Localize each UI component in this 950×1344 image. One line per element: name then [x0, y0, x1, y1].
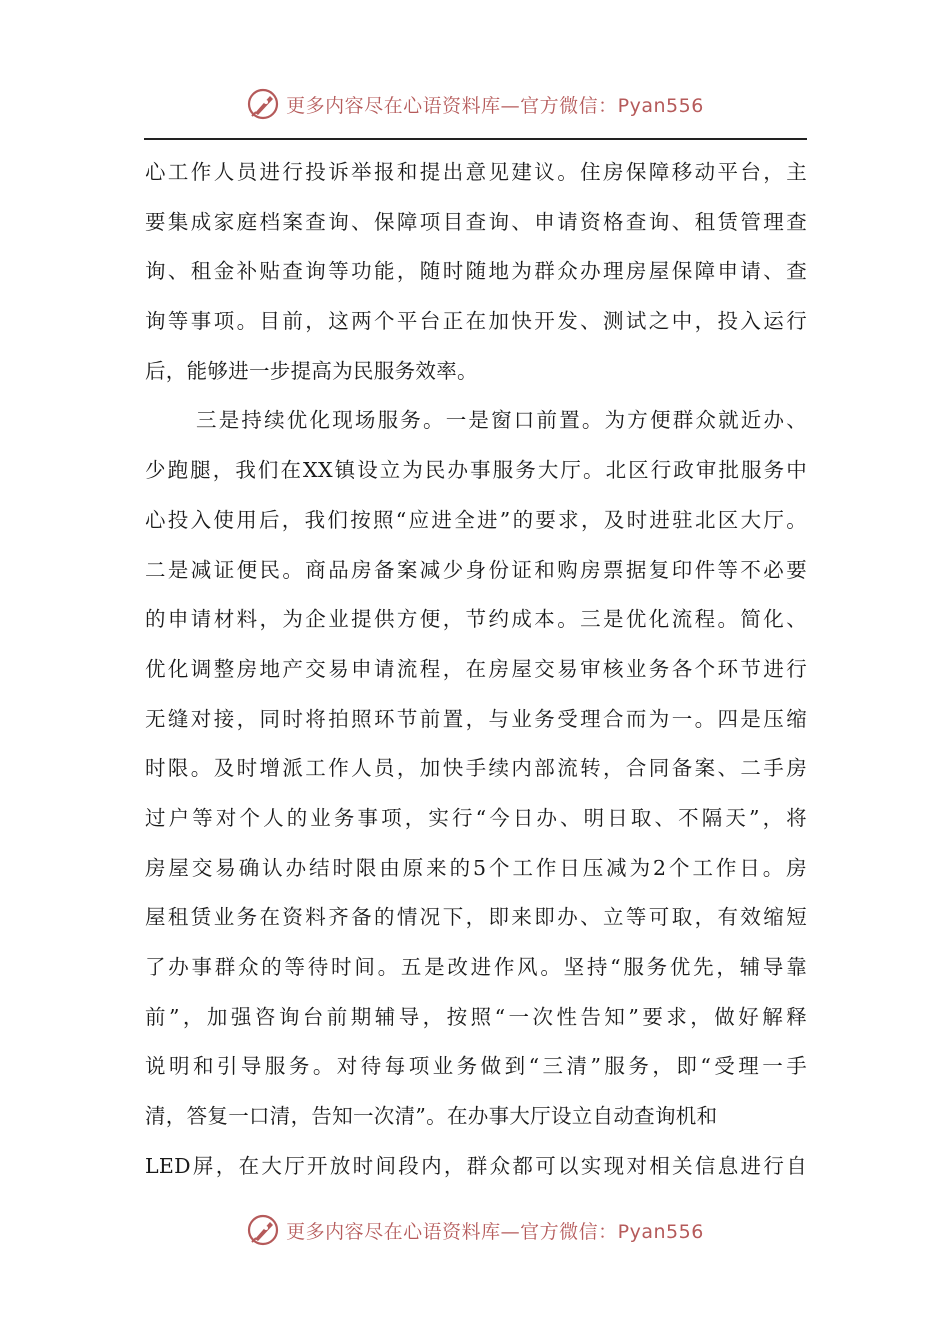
text-line: LED屏，在大厅开放时间段内，群众都可以实现对相关信息进行自 [145, 1153, 807, 1178]
text-line: 清，答复一口清，告知一次清”。在办事大厅设立自动查询机和 [145, 1104, 718, 1129]
text-line: 无缝对接，同时将拍照环节前置，与业务受理合而为一。四是压缩 [145, 706, 807, 731]
text-line: 的申请材料，为企业提供方便，节约成本。三是优化流程。简化、 [145, 607, 807, 632]
text-line: 询、租金补贴查询等功能，随时随地为群众办理房屋保障申请、查 [145, 259, 807, 284]
text-line: 了办事群众的等待时间。五是改进作风。坚持“服务优先，辅导靠 [145, 955, 807, 979]
quill-pen-logo-icon [246, 1213, 280, 1247]
text-line: 少跑腿，我们在XX镇设立为民办事服务大厅。北区行政审批服务中 [145, 458, 807, 483]
quill-pen-logo-icon [246, 87, 280, 121]
document-body [145, 148, 807, 1191]
text-line: 后，能够进一步提高为民服务效率。 [145, 358, 478, 383]
text-line: 心投入使用后，我们按照“应进全进”的要求，及时进驻北区大厅。 [145, 507, 807, 532]
text-line: 前”，加强咨询台前期辅导，按照“一次性告知”要求，做好解释 [145, 1004, 807, 1029]
header-watermark [0, 84, 950, 124]
text-line: 询等事项。目前，这两个平台正在加快开发、测试之中，投入运行 [145, 309, 807, 334]
header-wechat-text: 官方微信：Pyan556 [520, 94, 704, 117]
text-line: 二是减证便民。商品房备案减少身份证和购房票据复印件等不必要 [145, 557, 807, 582]
footer-watermark [0, 1210, 950, 1250]
text-line: 过户等对个人的业务事项，实行“今日办、明日取、不隔天”，将 [145, 805, 807, 830]
text-line: 房屋交易确认办结时限由原来的5个工作日压减为2个工作日。房 [145, 855, 807, 880]
footer-wechat-text: 官方微信：Pyan556 [520, 1220, 704, 1243]
text-line: 要集成家庭档案查询、保障项目查询、申请资格查询、租赁管理查 [145, 209, 807, 234]
text-line: 屋租赁业务在资料齐备的情况下，即来即办、立等可取，有效缩短 [145, 905, 807, 930]
paragraph-start-line: 三是持续优化现场服务。一是窗口前置。为方便群众就近办、 [196, 408, 807, 433]
header-divider [144, 138, 807, 140]
footer-brand-text: 更多内容尽在心语资料库— [286, 1220, 521, 1243]
text-line: 时限。及时增派工作人员，加快手续内部流转，合同备案、二手房 [145, 756, 807, 781]
text-line: 心工作人员进行投诉举报和提出意见建议。住房保障移动平台，主 [145, 160, 807, 184]
text-line: 优化调整房地产交易申请流程，在房屋交易审核业务各个环节进行 [145, 656, 807, 681]
header-brand-text: 更多内容尽在心语资料库— [286, 94, 521, 117]
text-line: 说明和引导服务。对待每项业务做到“三清”服务，即“受理一手 [145, 1054, 807, 1079]
